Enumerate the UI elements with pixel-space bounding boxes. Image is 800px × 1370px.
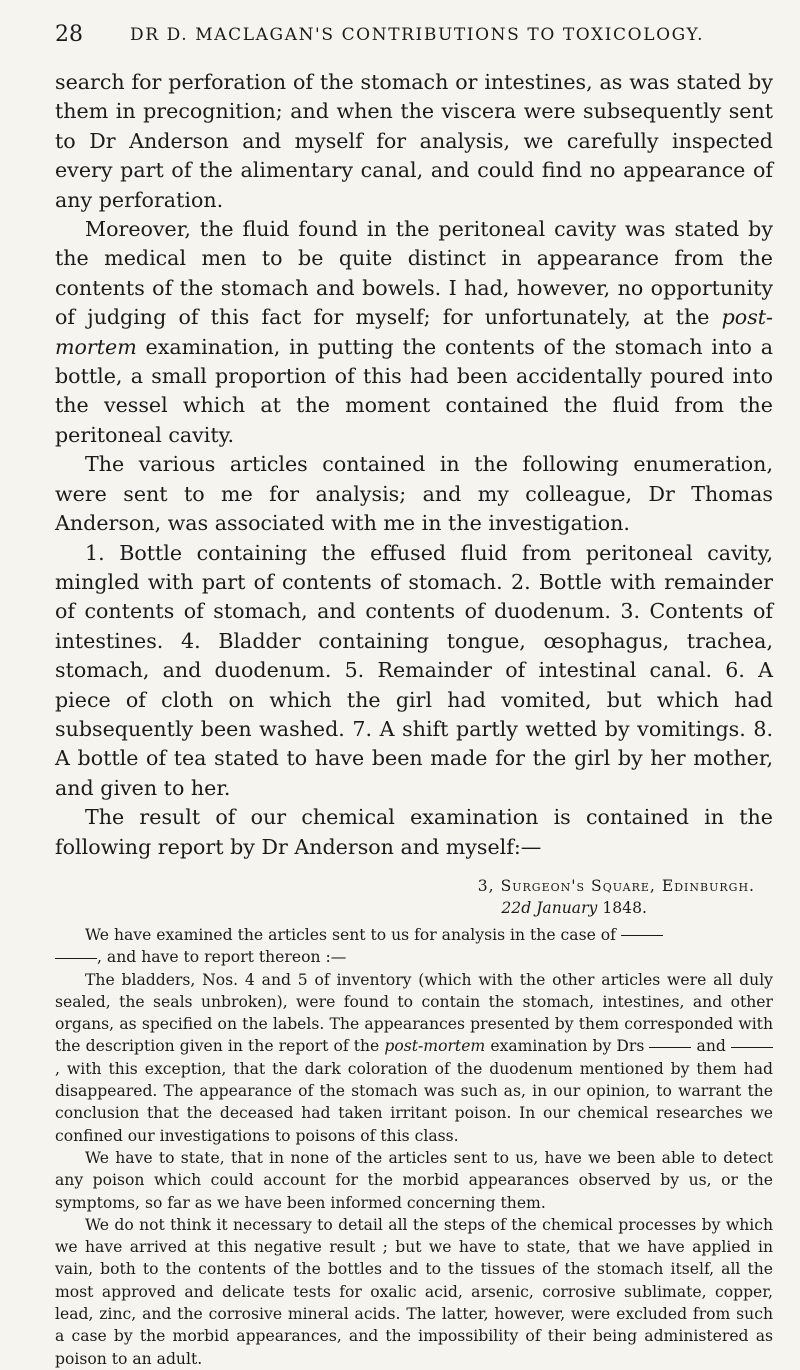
address-line: 3, Surgeon's Square, Edinburgh. — [477, 876, 755, 895]
italic-term: post-mortem — [384, 1037, 486, 1056]
paragraph-text: examination, in putting the contents of the stomach into a bottle, a small proportion of this had been accidentally poured into the vessel which at the moment contained the fluid from the peritoneal cavity. — [55, 334, 773, 447]
report-paragraph: We do not think it necessary to detail all the steps of the chemical processes by which we have arrived at this negative result ; but we have to state, that we have applied in vain, both to the contents of the bottles and to the tissues of the stomach itself, all the most approved and delicate tests for oxalic acid, arsenic, corrosive sublimate, copper, lead, zinc, and the corrosive mineral acids. The latter, however, were excluded from such a case by the morbid appearances, and the impossibility of their being administered as poison to an adult. — [55, 1215, 773, 1368]
date-year: 1848. — [602, 898, 647, 917]
letter-date — [55, 897, 755, 919]
page — [55, 22, 773, 1370]
report-text-run: We have examined the articles sent to us for analysis in the case of — [85, 925, 616, 944]
paragraph: The result of our chemical examination is contained in the following report by Dr Anderson and myself:— — [55, 805, 773, 859]
body-text — [55, 68, 773, 862]
report-text-run: and — [696, 1037, 726, 1056]
paragraph: search for perforation of the stomach or intestines, as was stated by them in precognition; and when the viscera were subsequently sent to Dr Anderson and myself for analysis, we carefully inspected every part of the alimentary canal, and could find no appearance of any perforation. — [55, 70, 773, 212]
running-head: DR D. MACLAGAN'S CONTRIBUTIONS TO TOXICOLOGY. — [130, 25, 705, 45]
paragraph-text: the medical men to be quite distinct in appearance from the contents of the stomach and bowels. I had, however, no opportunity of judging of this fact for myself; for unfortunately, at the — [55, 246, 773, 330]
paragraph-lead: Moreover, the fluid found in the peritoneal cavity was stated by — [85, 217, 773, 242]
blank-line — [621, 935, 663, 936]
page-header — [55, 22, 773, 54]
report-text-run: , and have to report thereon :— — [97, 948, 347, 967]
report-paragraph — [55, 924, 773, 946]
blank-line — [55, 958, 97, 959]
report-text-run: , with this exception, that the dark coloration of the duodenum mentioned by them had disappeared. The appearance of the stomach was such as, in our opinion, to warrant the conclusion that the deceased had taken irritant poison. In our chemical researches we confined our investigations to poisons of this class. — [55, 1059, 773, 1145]
italic-term: post-mortem — [55, 305, 774, 359]
date-day: 22d — [501, 898, 532, 917]
blank-line — [731, 1047, 773, 1048]
paragraph: 1. Bottle containing the effused fluid from peritoneal cavity, mingled with part of contents of stomach. 2. Bottle with remainder of contents of stomach, and contents of duodenum. 3. Contents of intestines. 4. Bladder containing tongue, œsophagus, trachea, stomach, and duodenum. 5. Remainder of intestinal canal. 6. A piece of cloth on which the girl had vomited, but which had subsequently been washed. 7. A shift partly wetted by vomitings. 8. A bottle of tea stated to have been made for the girl by her mother, and given to her. — [55, 540, 773, 800]
date-month: January — [536, 898, 598, 917]
blank-line — [649, 1047, 691, 1048]
report-paragraph — [55, 946, 773, 968]
report-text — [55, 924, 773, 1370]
report-text-run: The bladders, Nos. 4 and 5 of inventory (which with the other articles were all duly sealed, the seals unbroken), were found to contain the stomach, intestines, and other organs, as specified on the labels. The appearances presented by them corresponded with the description given in the report of the — [55, 970, 773, 1056]
report-paragraph: We have to state, that in none of the articles sent to us, have we been able to detect any poison which could account for the morbid appearances observed by us, or the symptoms, so far as we have been informed concerning them. — [55, 1148, 773, 1212]
letter-address — [55, 875, 773, 919]
report-text-run: examination by Drs — [490, 1037, 645, 1056]
report-paragraph — [55, 969, 773, 1147]
paragraph — [55, 215, 773, 450]
page-number: 28 — [55, 22, 83, 47]
paragraph: The various articles contained in the following enumeration, were sent to me for analysis; and my colleague, Dr Thomas Anderson, was associated with me in the investigation. — [55, 452, 773, 536]
